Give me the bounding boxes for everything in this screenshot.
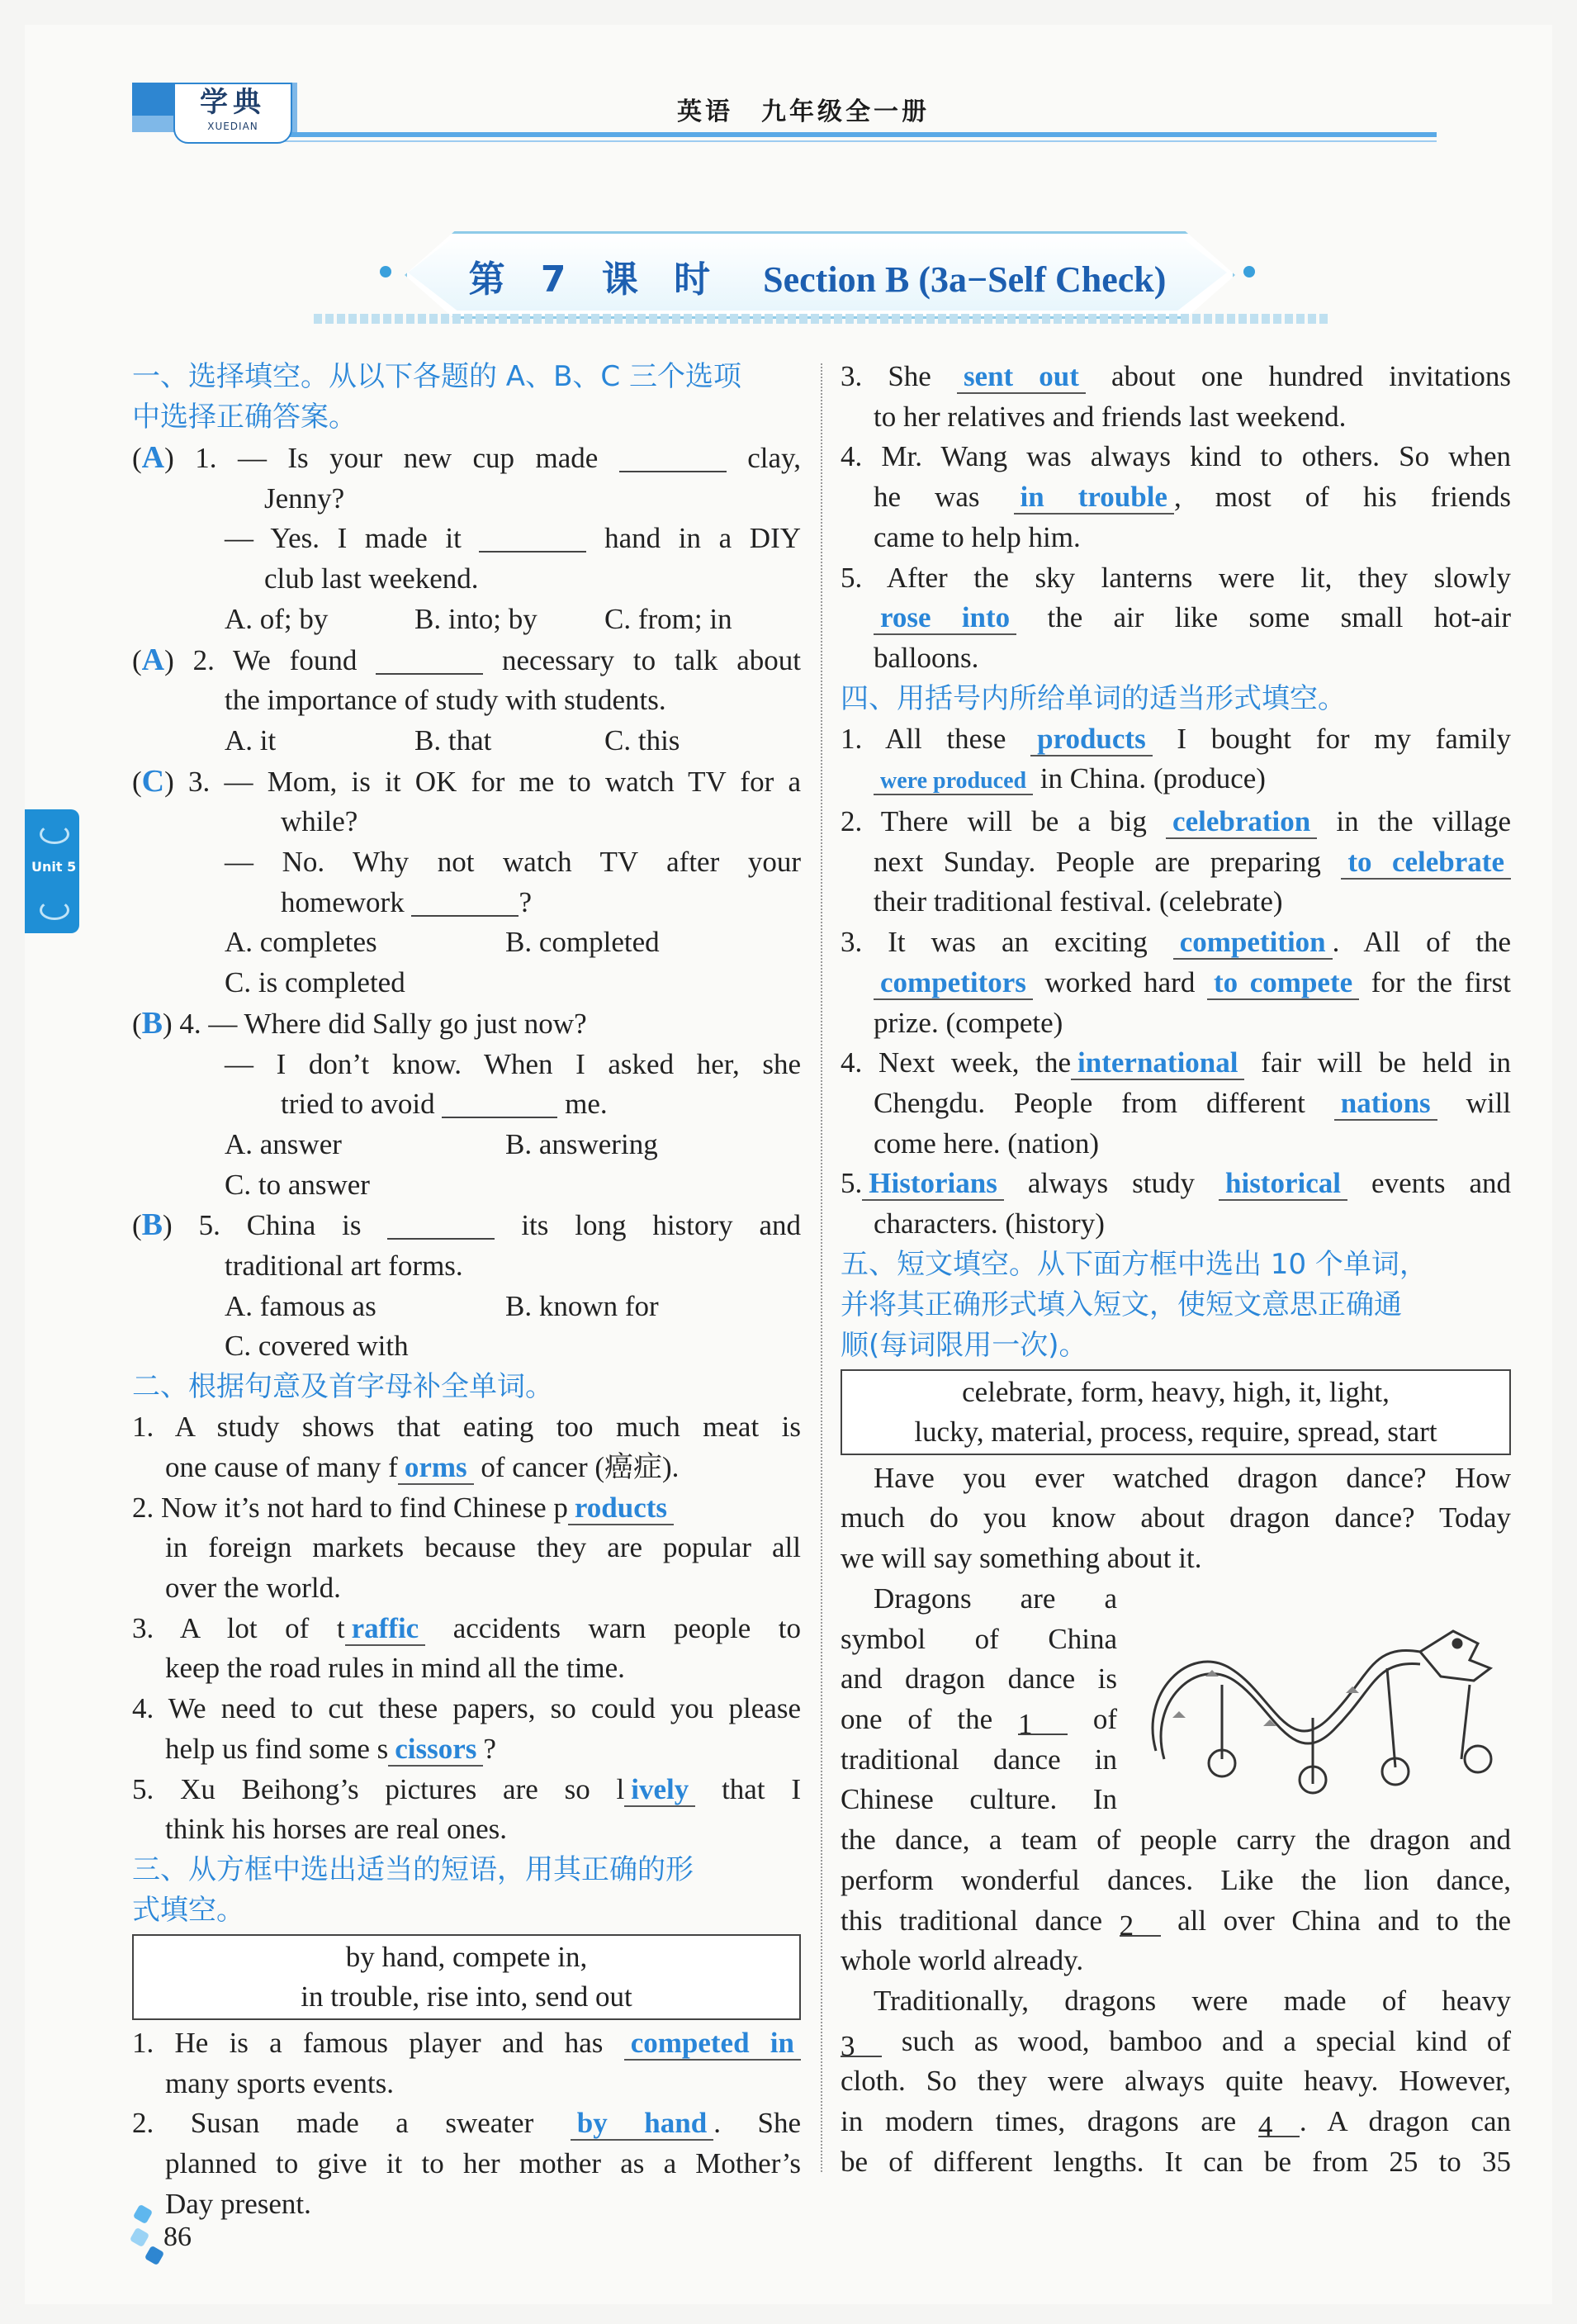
question: 2. Now it’s not hard to find Chinese p roducts: [132, 1488, 801, 1529]
question: 2. There will be a big celebration in the village: [841, 805, 1512, 838]
banner-wave: [314, 314, 1329, 324]
answer-text: products: [1030, 723, 1153, 756]
options: A. completes B. completed: [225, 926, 660, 959]
passage-line: Traditionally, dragons were made of heavy: [874, 1984, 1511, 2017]
section-heading: 三、从方框中选出适当的短语，用其正确的形: [132, 1852, 694, 1886]
question: 5. Historians always study historical events and: [841, 1167, 1512, 1200]
answer-text: competition: [1173, 926, 1333, 960]
passage-line: whole world already.: [841, 1944, 1084, 1977]
passage-line: this traditional dance 2 all over China and to the: [841, 1904, 1512, 1942]
column-divider: [821, 363, 822, 2172]
answer-text: roducts: [568, 1492, 674, 1525]
word-box: celebrate, form, heavy, high, it, light, lucky, material, process, require, spread, start: [841, 1369, 1511, 1455]
passage-line: be of different lengths. It can be from 25 to 35: [841, 2145, 1511, 2178]
answer-text: sent out: [957, 360, 1086, 394]
question: 3. A lot of t raffic accidents warn people to: [132, 1611, 801, 1644]
options: A. answer B. answering: [225, 1127, 658, 1160]
lesson-banner: [380, 231, 1255, 314]
passage-line: we will say something about it.: [841, 1542, 1202, 1575]
answer-text: by hand: [571, 2107, 713, 2141]
passage-line: perform wonderful dances. Like the lion dance,: [841, 1863, 1511, 1896]
options: A. it B. that C. this: [225, 723, 680, 756]
publisher-logo: 学典 XUEDIAN: [173, 83, 292, 144]
section-heading: 二、根据句意及首字母补全单词。: [132, 1370, 553, 1404]
lesson-number: 第 7 课 时: [468, 258, 722, 301]
section-heading: 一、选择填空。从以下各题的 A、B、C 三个选项: [132, 360, 741, 393]
question: 5. Xu Beihong’s pictures are so l ively that I: [132, 1772, 802, 1805]
answer-text: celebration: [1166, 805, 1317, 839]
answer-text: competitors: [874, 966, 1033, 1000]
answer-text: rose into: [874, 601, 1016, 635]
answer-text: cissors: [388, 1733, 483, 1767]
passage-line: one of the 1 of: [841, 1702, 1118, 1740]
passage-line: Dragons are a: [874, 1582, 1117, 1615]
passage-line: symbol of China: [841, 1622, 1117, 1655]
question: 4. Mr. Wang was always kind to others. So when: [841, 440, 1511, 473]
question: (B) 5. China is its long history and: [132, 1207, 802, 1243]
answer-text: nations: [1334, 1087, 1437, 1121]
passage-line: cloth. So they were always quite heavy. However,: [841, 2065, 1511, 2098]
section-heading: 顺(每词限用一次)。: [841, 1328, 1087, 1362]
blank-number: 4: [1258, 2107, 1300, 2137]
question: 1. All these products I bought for my family: [841, 722, 1512, 755]
question: 5. After the sky lanterns were lit, they slowly: [841, 561, 1511, 594]
answer-text: to compete: [1207, 966, 1359, 1000]
answer-text: were produced: [874, 768, 1033, 795]
section-title: Section B (3a−Self Check): [763, 259, 1167, 300]
section-heading: 五、短文填空。从下面方框中选出 10 个单词，: [841, 1247, 1428, 1281]
answer-text: competed in: [624, 2027, 801, 2061]
passage-line: Chinese culture. In: [841, 1783, 1117, 1816]
passage-line: in modern times, dragons are 4 . A dragon can: [841, 2105, 1511, 2143]
unit-side-tab: Unit 5: [25, 809, 79, 933]
question: (B) 4. — Where did Sally go just now?: [132, 1005, 587, 1041]
blank-number: 3: [841, 2027, 882, 2057]
left-column: 一、选择填空。从以下各题的 A、B、C 三个选项 中选择正确答案。 (A) 1. — Is your new cup made clay, Jenny? — Yes. I made it hand in a DIY club last weekend. A. of; by B. into; by C. from; in (A) 2. We found necessary to talk about the importance of study with students. A. it B. that C. this (C) 3. — Mom, is it OK for me to watch TV for a while? — No. Why not watch TV after your homework ? A. completes B. completed C. is completed (B) 4. — Where did Sally go just now? — I don’t know. When I asked her, she tried to avoid me. A. answer B. answering C. to answer (B) 5. China is its long history and traditional art forms. A. famous as B. known for C. covered with 二、根据句意及首字母补全单词。 1. A study shows that eating too much meat is one cause of many f orms of cancer (癌症). 2. Now it’s not hard to find Chinese p roducts in foreign markets because they are popular all over the world. 3. A lot of t raffic accidents warn people to keep the road rules in mind all the time. 4. We need to cut these papers, so could you please help us find some s cissors ? 5. Xu Beihong’s pictures are so l ively that I think his horses are real ones. 三、从方框中选出适当的短语，用其正确的形 式填空。 by hand, compete in, in trouble, rise into, send out 1. He is a famous player and has competed in many sports events. 2. Susan made a sweater by hand . She planned to give it to her mother as a Mother’s Day present.: [132, 357, 801, 2224]
answer-text: raffic: [345, 1612, 426, 1646]
answer-text: Historians: [862, 1167, 1004, 1201]
question: (A) 2. We found necessary to talk about: [132, 642, 802, 677]
section-heading: 并将其正确形式填入短文，使短文意思正确通: [841, 1288, 1402, 1321]
question: 3. It was an exciting competition . All of the: [841, 926, 1512, 959]
page-number: 86: [163, 2222, 192, 2252]
book-subject: 英语 九年级全一册: [677, 97, 930, 126]
right-column: 3. She sent out about one hundred invitations to her relatives and friends last weekend. 4. Mr. Wang was always kind to others. So when he was in trouble , most of his friends came to help him. 5. After the sky lanterns were lit, they slowly rose into the air like some small hot-air balloons. 四、用括号内所给单词的适当形式填空。 1. All these products I bought for my family were produced in China. (produce) 2. There will be a big celebration in the village next Sunday. People are preparing to celebrate their traditional festival. (celebrate) 3. It was an exciting competition . All of the competitors worked hard to compete for the first prize. (compete) 4. Next week, the international fair will be held in Chengdu. People from different nations will come here. (nation) 5. Historians always study historical events and characters. (history) 五、短文填空。从下面方框中选出 10 个单词， 并将其正确形式填入短文，使短文意思正确通 顺(每词限用一次)。 celebrate, form, heavy, high, it, light, lucky, material, process, require, spread, start Have you ever watched dragon dance? How much do you know about dragon dance? Today we will say something about it. Dragons are a symbol of China and dragon dance is one of the 1 of traditional dance in Chinese culture. In the dance, a team of people carry the dragon and perform wonderful dances. Like the lion dance, this traditional dance 2 all over China and to the whole world already. Traditionally, dragons were made of heavy 3 such as wood, bamboo and a special kind of cloth. So they were always quite heavy. However, in modern times, dragons are 4 . A dragon can be of different lengths. It can be from 25 to 35: [841, 357, 1511, 2182]
answer-text: in trouble: [1014, 481, 1174, 515]
question: 4. Next week, the international fair will be held in: [841, 1046, 1511, 1079]
answer-text: orms: [398, 1451, 474, 1485]
question: (C) 3. — Mom, is it OK for me to watch TV for a: [132, 763, 801, 799]
passage-line: the dance, a team of people carry the dragon and: [841, 1824, 1511, 1857]
section-heading: 四、用括号内所给单词的适当形式填空。: [841, 681, 1346, 715]
passage-line: Have you ever watched dragon dance? How: [874, 1461, 1511, 1494]
question: 1. He is a famous player and has competed in: [132, 2023, 801, 2064]
phrase-box: by hand, compete in, in trouble, rise into, send out: [132, 1934, 801, 2020]
passage-line: and dragon dance is: [841, 1662, 1117, 1696]
question: 4. We need to cut these papers, so could you please: [132, 1692, 801, 1725]
blank-number: 2: [1120, 1906, 1161, 1937]
question: (A) 1. — Is your new cup made clay,: [132, 440, 802, 475]
passage-line: traditional dance in: [841, 1743, 1117, 1776]
question: 1. A study shows that eating too much meat is: [132, 1411, 801, 1444]
answer-text: ively: [624, 1773, 695, 1807]
dragon-dance-illustration: [1123, 1594, 1511, 1809]
passage-line: 3 such as wood, bamboo and a special kind of: [841, 2024, 1512, 2062]
blank-number: 1: [1018, 1705, 1068, 1735]
question: 2. Susan made a sweater by hand . She: [132, 2107, 801, 2140]
answer-text: historical: [1219, 1167, 1347, 1201]
section-heading: 中选择正确答案。: [132, 401, 357, 434]
question: 3. She sent out about one hundred invitations: [841, 360, 1512, 392]
passage-line: much do you know about dragon dance? Today: [841, 1501, 1511, 1534]
answer-text: to celebrate: [1341, 846, 1511, 880]
section-heading: 式填空。: [132, 1893, 244, 1927]
options: A. of; by B. into; by C. from; in: [225, 602, 732, 635]
answer-text: international: [1071, 1046, 1244, 1080]
options: A. famous as B. known for: [225, 1289, 659, 1322]
